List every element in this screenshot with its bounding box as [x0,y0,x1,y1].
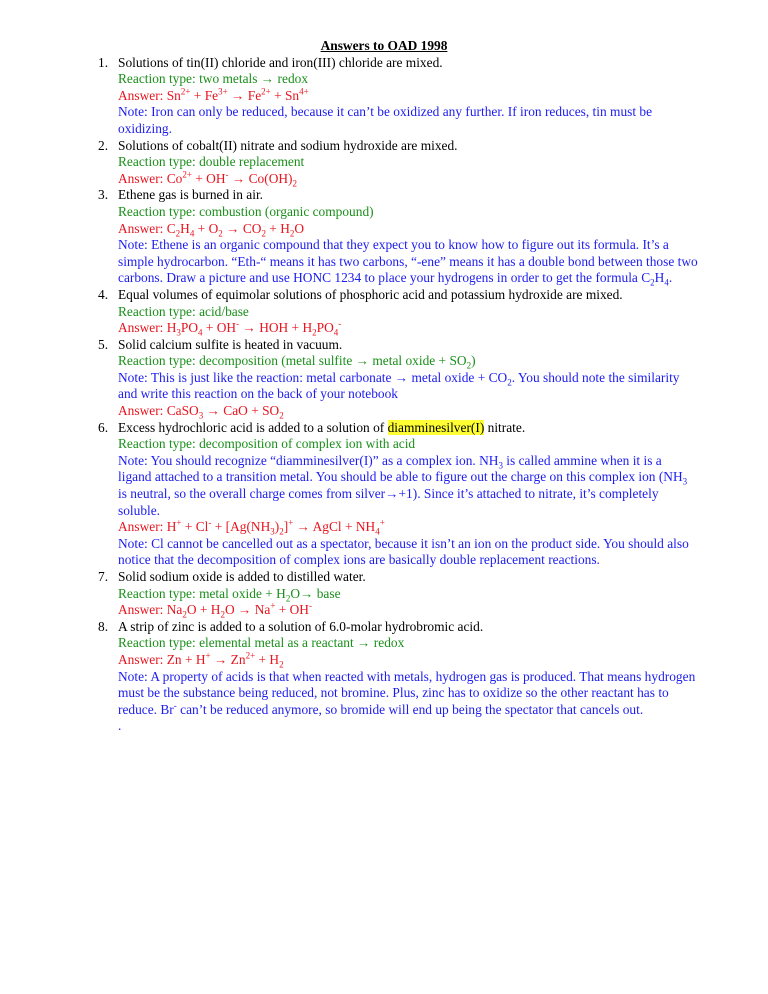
list-item-7 [0,569,768,619]
question-text: Solutions of cobalt(II) nitrate and sodium hydroxide are mixed. [118,137,458,153]
reaction-type: Reaction type: combustion (organic compound) [118,203,374,219]
question-text: Excess hydrochloric acid is added to a solution of diamminesilver(I) nitrate. [118,419,526,435]
item-number: 6. [98,419,109,435]
list-item-2 [0,138,768,188]
item-number: 2. [98,137,109,153]
note-text: Note: Cl cannot be cancelled out as a spectator, because it isn’t an ion on the product side. You should also notice that the decomposition of complex ions are basically double replacement reactions. [118,535,689,568]
item-number: 5. [98,336,109,352]
answer-equation: Answer: $Sn^{2+} + Fe^{3+} \to Fe^{2+} + Sn^{4+}$ [118,86,309,103]
answer-equation: Answer: $Na_2O + H_2O \to Na^+ + OH^-$ [118,600,312,620]
question-text: Ethene gas is burned in air. [118,187,264,203]
answer-list [0,55,768,719]
reaction-type: Reaction type: metal oxide + $H_2O\to$ base [118,585,341,604]
answer-equation: Answer: $C_2H_4 + O_2 \to CO_2 + H_2O$ [118,220,305,239]
answer-equation: Answer: $Zn + H^+ \to Zn^{2+} + H_2$ [118,650,284,670]
list-item-1 [0,55,768,138]
list-item-3 [0,187,768,287]
answer-equation: Answer: $H^+ + Cl^- + [Ag(NH_3)_2]^+$ → AgCl + $NH_4^+$ [118,517,385,537]
page-title: Answers to OAD 1998 [320,38,448,53]
item-number: 1. [98,54,109,70]
document-page [0,38,768,735]
reaction-type: Reaction type: decomposition (metal sulfite → metal oxide + $SO_2$) [118,353,476,371]
item-number: 7. [98,569,109,584]
list-item-5 [0,337,768,420]
answer-equation: Answer: CaSO$_3$ → CaO + $SO_2$ [118,403,284,421]
list-item-4 [0,287,768,337]
question-text: Solid sodium oxide is added to distilled water. [118,569,366,584]
trailing-dot: . [118,718,122,734]
reaction-type: Reaction type: acid/base [118,303,249,319]
answer-equation: Answer: $H_3PO_4 + OH^-$ → HOH + $H_2PO_4^-$ [118,318,342,338]
item-number: 3. [98,187,109,203]
note-text: Note: A property of acids is that when reacted with metals, hydrogen gas is produced. That means hydrogen must be the substance being reduced, not bromine. Plus, zinc has to oxidize so the other reactant has to reduce. Br- can’t be reduced anymore, so bromide will end up being the spectator that cancels out. [118,668,696,717]
question-text: A strip of zinc is added to a solution of 6.0-molar hydrobromic acid. [118,618,484,634]
note-text: Note: You should recognize “diamminesilver(I)” as a complex ion. $NH_3$ is called ammine when it is a ligand attached to a transition metal. You should be able to figure out the charge on this complex ion ($NH_3$ is neutral, so the overall charge comes from silver→+1). Since it’s attached to nitrate, it’s completely soluble. [118,452,688,518]
answer-equation: Answer: $Co^{2+} + OH^- \to Co(OH)_2$ [118,169,298,189]
question-text: Equal volumes of equimolar solutions of phosphoric acid and potassium hydroxide are mixed. [118,286,623,302]
note-text: Note: Iron can only be reduced, because it can’t be oxidized any further. If iron reduces, tin must be oxidizing. [118,104,653,136]
reaction-type: Reaction type: two metals → redox [118,71,309,87]
note-text: Note: This is just like the reaction: metal carbonate → metal oxide + $CO_2$. You should note the similarity and write this reaction on the back of your notebook [118,369,680,402]
reaction-type: Reaction type: decomposition of complex ion with acid [118,436,416,452]
question-text: Solutions of tin(II) chloride and iron(III) chloride are mixed. [118,54,443,70]
reaction-type: Reaction type: double replacement [118,154,305,170]
reaction-type: Reaction type: elemental metal as a reactant → redox [118,635,405,651]
highlighted-term: diamminesilver(I) [387,419,485,435]
item-number: 4. [98,286,109,302]
note-text: Note: Ethene is an organic compound that they expect you to know how to figure out its formula. It’s a simple hydrocarbon. “Eth-“ means it has two carbons, “-ene” means it has a double bond between those two carbons. Draw a picture and use HONC 1234 to place your hydrogens in order to get the formula $C_2H_4$. [118,237,698,288]
question-text: Solid calcium sulfite is heated in vacuum. [118,336,343,352]
list-item-6 [0,420,768,569]
item-number: 8. [98,618,109,634]
list-item-8 [0,619,768,719]
